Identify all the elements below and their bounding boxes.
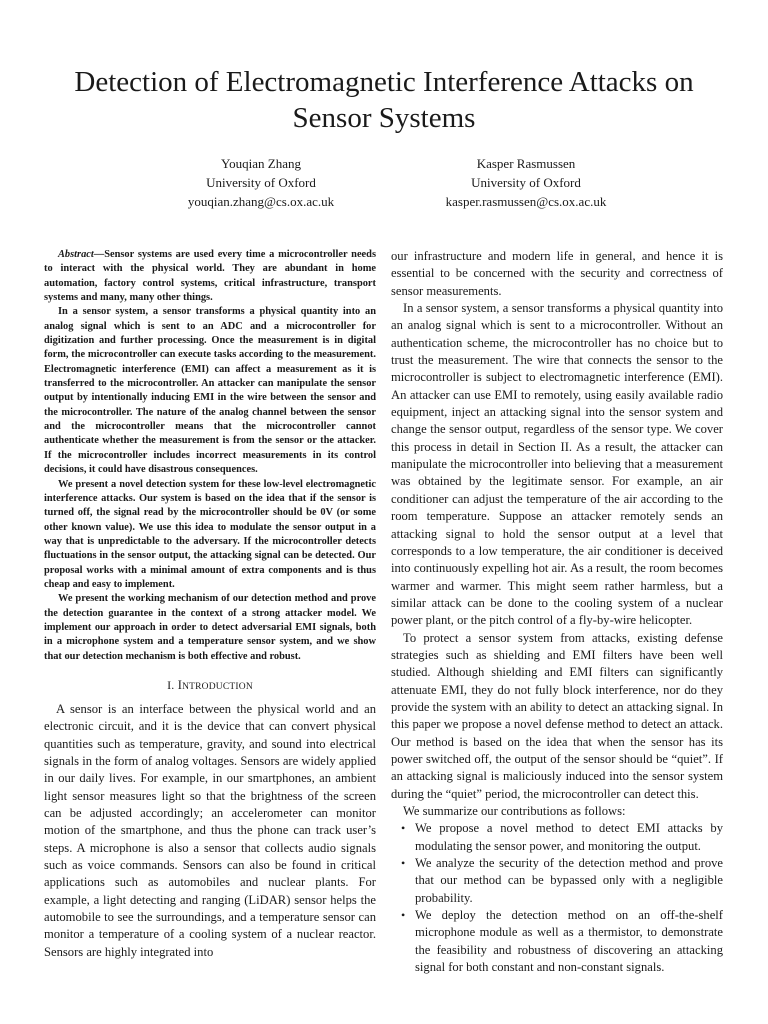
body-paragraph: A sensor is an interface between the physical world and an electronic circuit, and it is the device that can convert physical quantities such as temperature, gravity, and sound into electrical signals in the form of analog voltages. Sensors are widely applied in our daily lives. For example, in our smartphones, an ambient light sensor measures light so that the brightness of the screen can be adjusted accordingly; an accelerometer can monitor motion of the smartphone, and thus the phone can track user’s steps. A microphone is also a sensor that collects audio signals such as voice commands. Sensors can also be found in critical applications such as automobiles and nuclear plants. For example, a light detecting and ranging (LiDAR) sensor helps the automobile to see the surroundings, and a temperature sensor can monitor a temperature of a cooling system of a nuclear reactor. Sensors are highly integrated into [44,701,376,959]
bullet-icon: • [401,856,406,871]
body-paragraph: To protect a sensor system from attacks, existing defense strategies such as shielding and EMI filters have been well studied. Although shielding and EMI filters can significantly attenuate EMI, they do not fully block interference, nor do they provide the system with an ability to detect an attacking signal. In this paper we propose a novel defense method to detect an attack. Our method is based on the idea that when the sensor has its power switched off, the output of the sensor should be “quiet”. If an attacking signal is maliciously induced into the sensor system during the “quiet” period, the microcontroller can detect this. [391,630,723,801]
introduction-body-continued [391,248,723,976]
abstract-label: Abstract [58,249,94,260]
abstract-paragraph: In a sensor system, a sensor transforms a physical quantity into an analog signal which is sent to an ADC and a microcontroller for digitization and further processing. Once the measurement is in digital form, the microcontroller can execute tasks according to the measurement. Electromagnetic interference (EMI) can affect a measurement as it is transferred to the microcontroller. An attacker can manipulate the sensor output by intentionally inducing EMI in the wire between the sensor and the microcontroller. The nature of the analog channel between the sensor and the microcontroller means that the microcontroller cannot authenticate whether the measurement is from the sensor or the attacker. If the microcontroller includes incorrect measurements in its control decisions, it could have disastrous consequences. [44,306,376,476]
introduction-body [44,701,376,961]
section-number: I. [167,677,175,692]
right-column [391,248,723,976]
contributions-list [391,820,723,976]
abstract [44,248,376,664]
section-title: INTRODUCTION [177,677,253,692]
author-name: Kasper Rasmussen [476,156,576,171]
author-affiliation: University of Oxford [471,175,581,190]
abstract-paragraph: Abstract—Sensor systems are used every time a microcontroller needs to interact with the physical world. They are abundant in home automation, factory control systems, critical infrastructure, transport systems and many, many other things. [44,249,376,304]
body-paragraph: In a sensor system, a sensor transforms a physical quantity into an analog signal which is sent to a microcontroller. Without an authentication scheme, the microcontroller has no choice but to trust the measurement. The wire that connects the sensor to the microcontroller is subject to electromagnetic interference (EMI). An attacker can use EMI to remotely, using easily available radio equipment, inject an attacking signal into the sensor system and change the sensor output, regardless of the sensor type. We cover this process in detail in Section II. As a result, the attacker can manipulate the microcontroller into believing that a measurement was obtained by the legitimate sensor. For example, an air conditioner can adjust the temperature of the air according to the room temperature. Suppose an attacker remotely sends an attacking signal to hold the sensor output at a level that corresponds to a low temperature, the air conditioner is deceived into continuously expelling hot air. As a result, the room becomes warmer and warmer. This might seem rather harmless, but a similar attack can be done to the cooling system of a nuclear power plant, or the pitch control of a fly-by-wire helicopter. [391,301,723,628]
bullet-icon: • [401,821,406,836]
author-name: Youqian Zhang [221,156,301,171]
list-item: • We deploy the detection method on an off-the-shelf microphone module as well as a thermistor, to demonstrate the feasibility and robustness of discovering an attacking signal for both constant and non-constant signals. [401,908,723,975]
body-paragraph: We summarize our contributions as follows: [403,804,626,818]
list-item: • We analyze the security of the detection method and prove that our method can be bypassed only with a negligible probability. [401,856,723,905]
paper-title: Detection of Electromagnetic Interference Attacks on Sensor Systems [74,66,694,134]
author-block-2 [376,154,676,211]
bullet-icon: • [401,908,406,923]
list-item: • We propose a novel method to detect EMI attacks by modulating the sensor power, and monitoring the output. [401,821,723,853]
left-column [44,248,376,961]
abstract-paragraph: We present the working mechanism of our detection method and prove the detection guarantee in the context of a strong attacker model. We implement our approach in order to detect adversarial EMI signals, both in a microphone system and a temperature sensor system, and we show that our detection mechanism is both effective and robust. [44,593,376,662]
author-affiliation: University of Oxford [206,175,316,190]
abstract-paragraph: We present a novel detection system for these low-level electromagnetic interference attacks. Our system is based on the idea that if the sensor is turned off, the signal read by the microcontroller should be 0V (or some other known value). We use this idea to modulate the sensor output in a way that is unpredictable to the adversary. If the microcontroller detects fluctuations in the sensor output, the attacking signal can be detected. Our proposal works with a minimal amount of extra components and is thus cheap and easy to implement. [44,478,376,590]
author-email: youqian.zhang@cs.ox.ac.uk [187,194,335,209]
section-heading-introduction [44,677,376,695]
body-paragraph: our infrastructure and modern life in general, and hence it is essential to be concerned with the security and correctness of sensor measurements. [391,249,723,298]
author-email: kasper.rasmussen@cs.ox.ac.uk [445,194,607,209]
author-block-1 [111,154,411,211]
